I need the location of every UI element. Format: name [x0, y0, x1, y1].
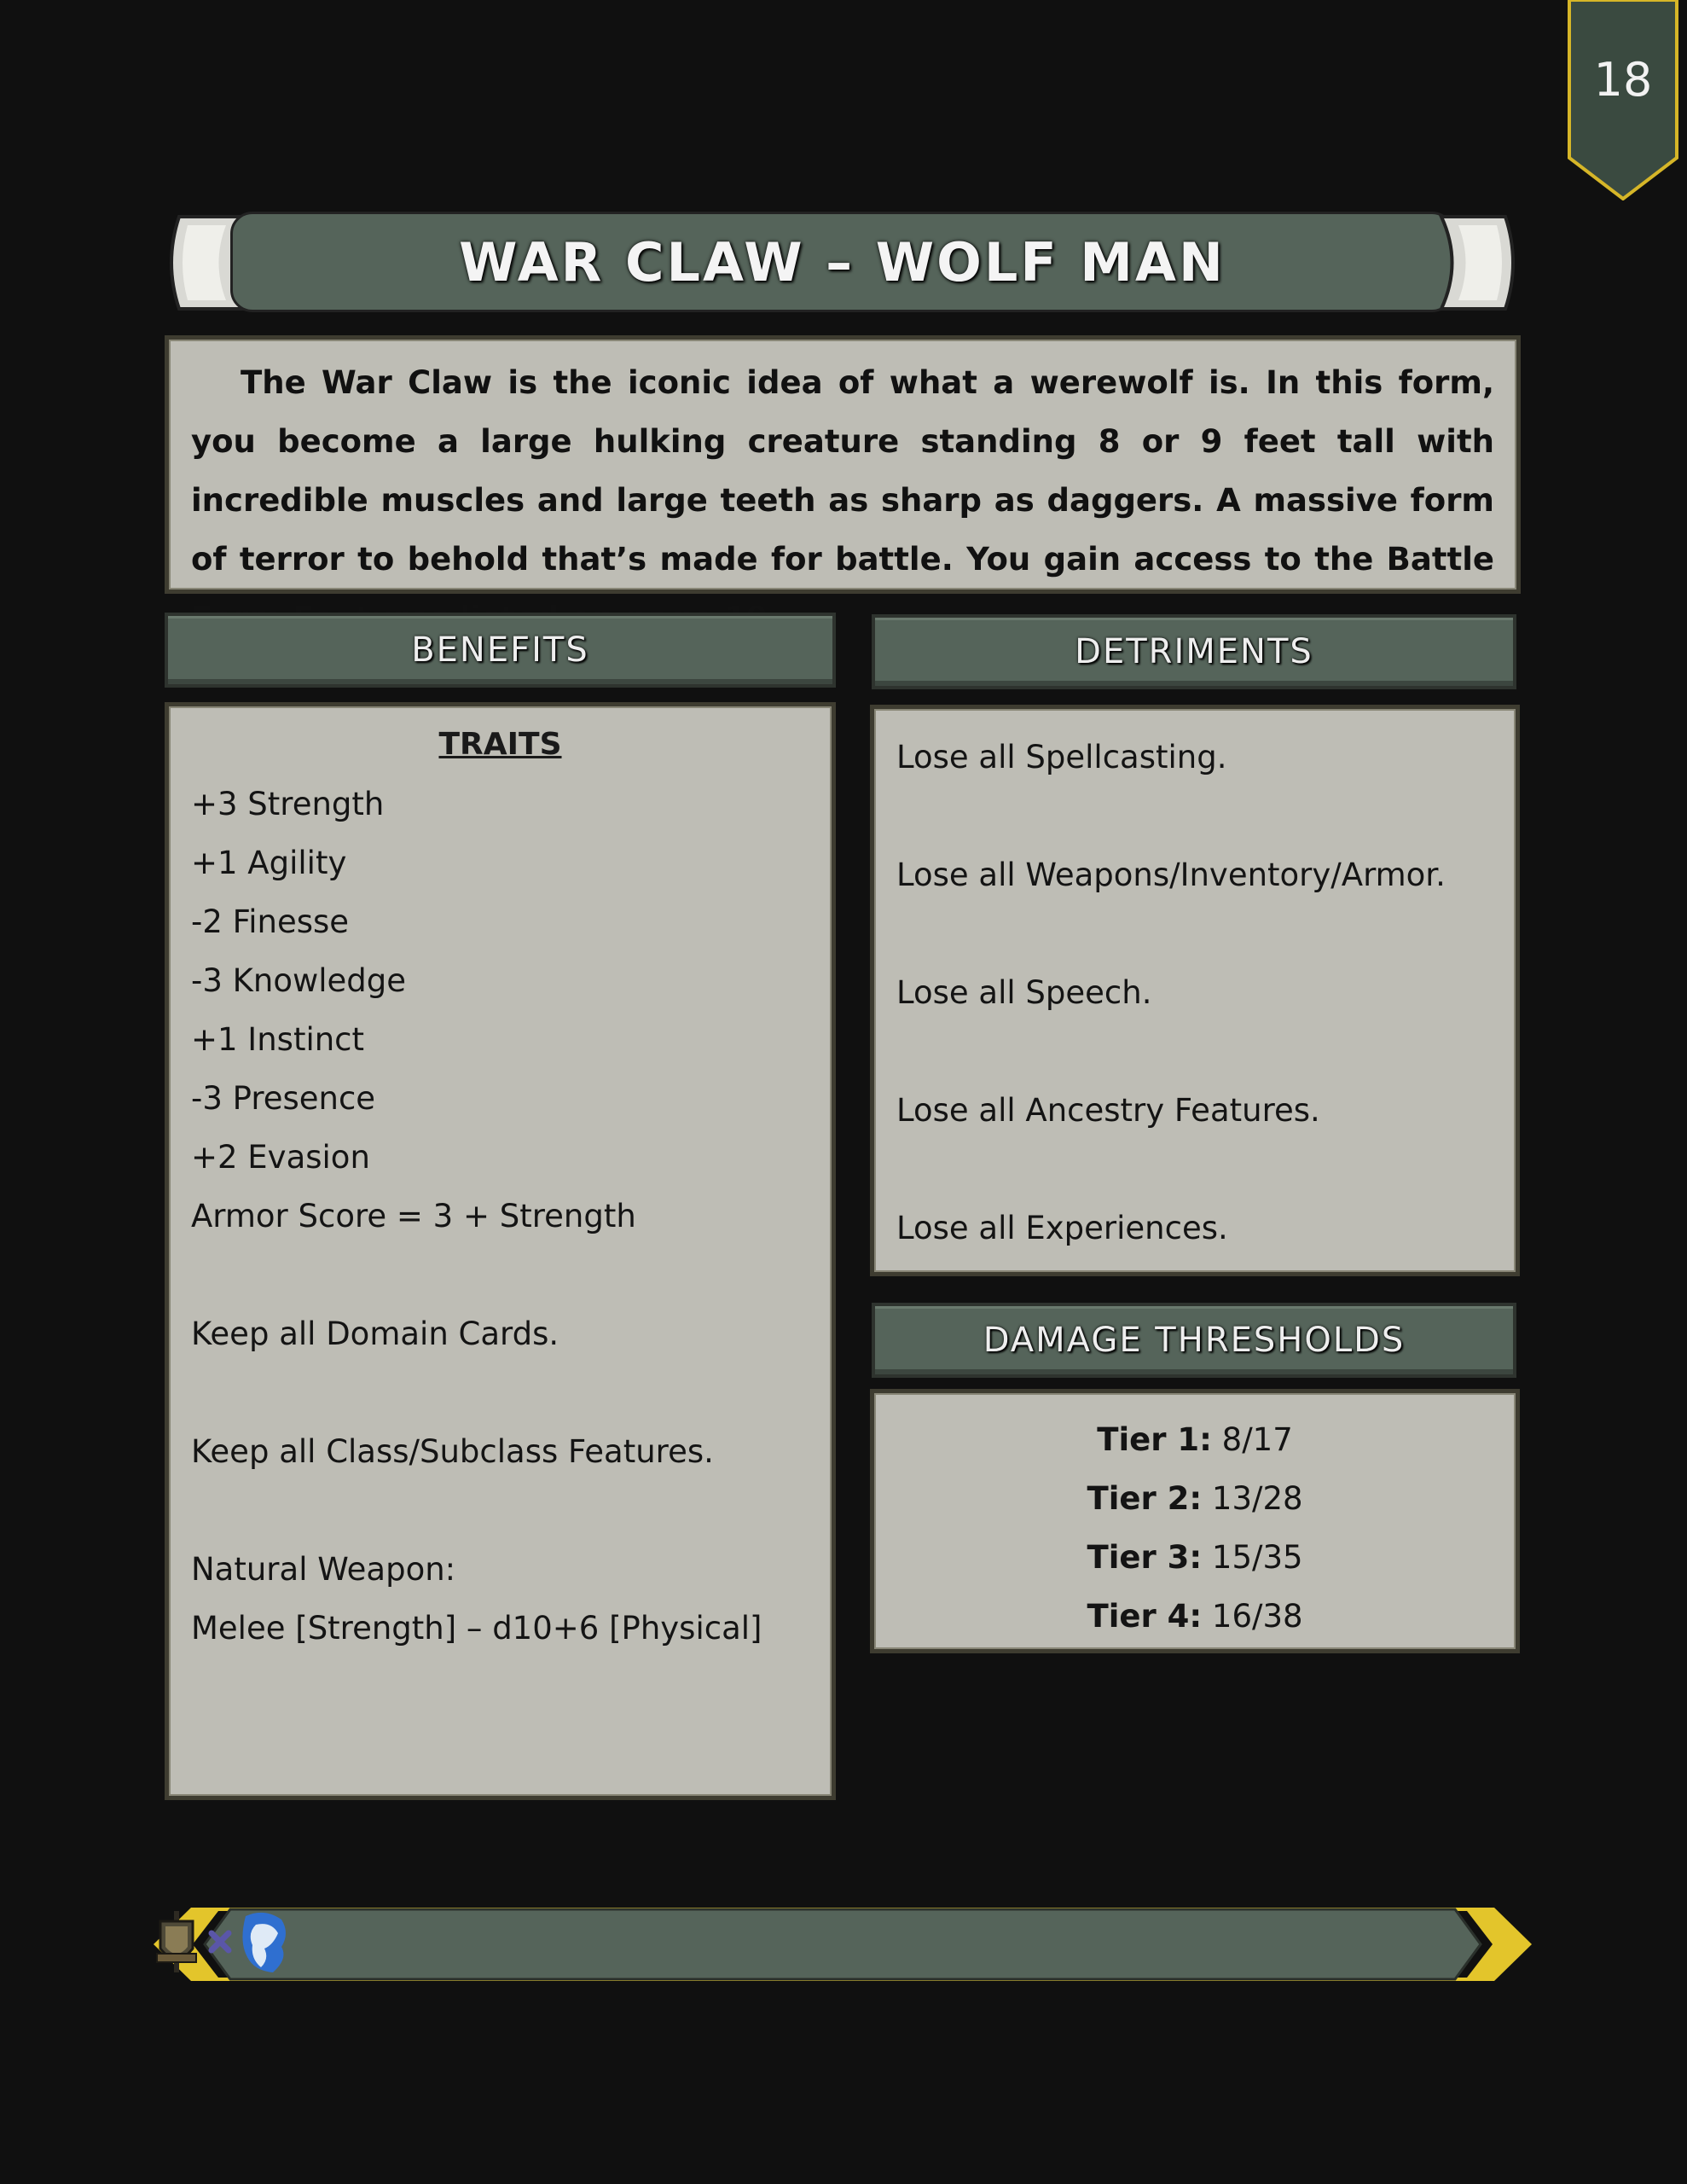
trait-item: -2 Finesse: [191, 903, 350, 940]
detriment-item: Lose all Speech.: [896, 974, 1152, 1011]
detriment-item: Lose all Weapons/Inventory/Armor.: [896, 857, 1446, 893]
detriments-panel: [870, 705, 1520, 1276]
tier-value: 15/35: [1211, 1539, 1303, 1576]
tier-label: Tier 2:: [1087, 1480, 1203, 1517]
spacer: [896, 1140, 1493, 1199]
spacer: [896, 1022, 1493, 1081]
benefits-header-label: BENEFITS: [411, 630, 589, 670]
benefits-header: [165, 613, 836, 688]
tier-value: 13/28: [1211, 1480, 1303, 1517]
detriment-item: Lose all Ancestry Features.: [896, 1092, 1320, 1129]
trait-item: +1 Agility: [191, 845, 347, 881]
cross-icon: [212, 1933, 229, 1950]
detriment-item: Lose all Experiences.: [896, 1210, 1228, 1246]
footer-logos: [154, 1908, 299, 1976]
damage-thresholds-header: [872, 1303, 1516, 1378]
detriments-header-label: DETRIMENTS: [1075, 632, 1313, 671]
spacer: [896, 787, 1493, 845]
footer-bar-shape: [154, 1908, 1532, 1981]
trait-item: Armor Score = 3 + Strength: [191, 1198, 636, 1234]
page-title: WAR CLAW – WOLF MAN: [459, 230, 1226, 293]
tier-row: [874, 1469, 1516, 1528]
damage-thresholds-header-label: DAMAGE THRESHOLDS: [983, 1321, 1406, 1360]
footer-banner: [154, 1908, 1532, 1981]
keep-domain-cards: Keep all Domain Cards.: [191, 1316, 559, 1352]
trait-item: +2 Evasion: [191, 1139, 370, 1176]
trait-item: +1 Instinct: [191, 1021, 365, 1058]
spacer: [896, 904, 1493, 963]
tier-value: 8/17: [1221, 1421, 1293, 1458]
intro-panel: [165, 335, 1521, 594]
traits-title: TRAITS: [438, 727, 562, 762]
keep-class-features: Keep all Class/Subclass Features.: [191, 1433, 714, 1470]
page-number: 18: [1593, 53, 1653, 107]
spacer: [191, 1481, 809, 1540]
tier-label: Tier 3:: [1087, 1539, 1203, 1576]
tier-label: Tier 1:: [1097, 1421, 1212, 1458]
detriments-header: [872, 614, 1516, 689]
benefits-panel: [165, 702, 836, 1800]
detriment-item: Lose all Spellcasting.: [896, 739, 1227, 775]
spacer: [191, 1363, 809, 1422]
damage-thresholds-panel: [870, 1389, 1520, 1653]
tier-row: [874, 1587, 1516, 1646]
title-banner: [162, 212, 1522, 314]
trait-item: +3 Strength: [191, 786, 385, 822]
tier-value: 16/38: [1211, 1598, 1303, 1635]
trait-item: -3 Knowledge: [191, 962, 407, 999]
natural-weapon-label: Natural Weapon:: [191, 1551, 456, 1588]
crest-logo-icon: [157, 1911, 196, 1972]
page-number-tab: [1568, 0, 1678, 200]
tier-row: [874, 1528, 1516, 1587]
blue-wolf-logo-icon: [242, 1913, 286, 1972]
natural-weapon-detail: Melee [Strength] – d10+6 [Physical]: [191, 1610, 762, 1647]
spacer: [191, 1246, 809, 1304]
tier-label: Tier 4:: [1087, 1598, 1203, 1635]
scroll-end-right-icon: [1429, 213, 1522, 312]
title-bar: [230, 212, 1454, 312]
intro-text: The War Claw is the iconic idea of what a werewolf is. In this form, you become a large hulking creature standing 8 or 9 feet tall with incredible muscles and large teeth as sharp as daggers. A massive form of terror to behold that’s made for battle. You gain access to the Battle: [191, 364, 1494, 578]
trait-item: -3 Presence: [191, 1080, 376, 1117]
tier-row: [874, 1410, 1516, 1469]
